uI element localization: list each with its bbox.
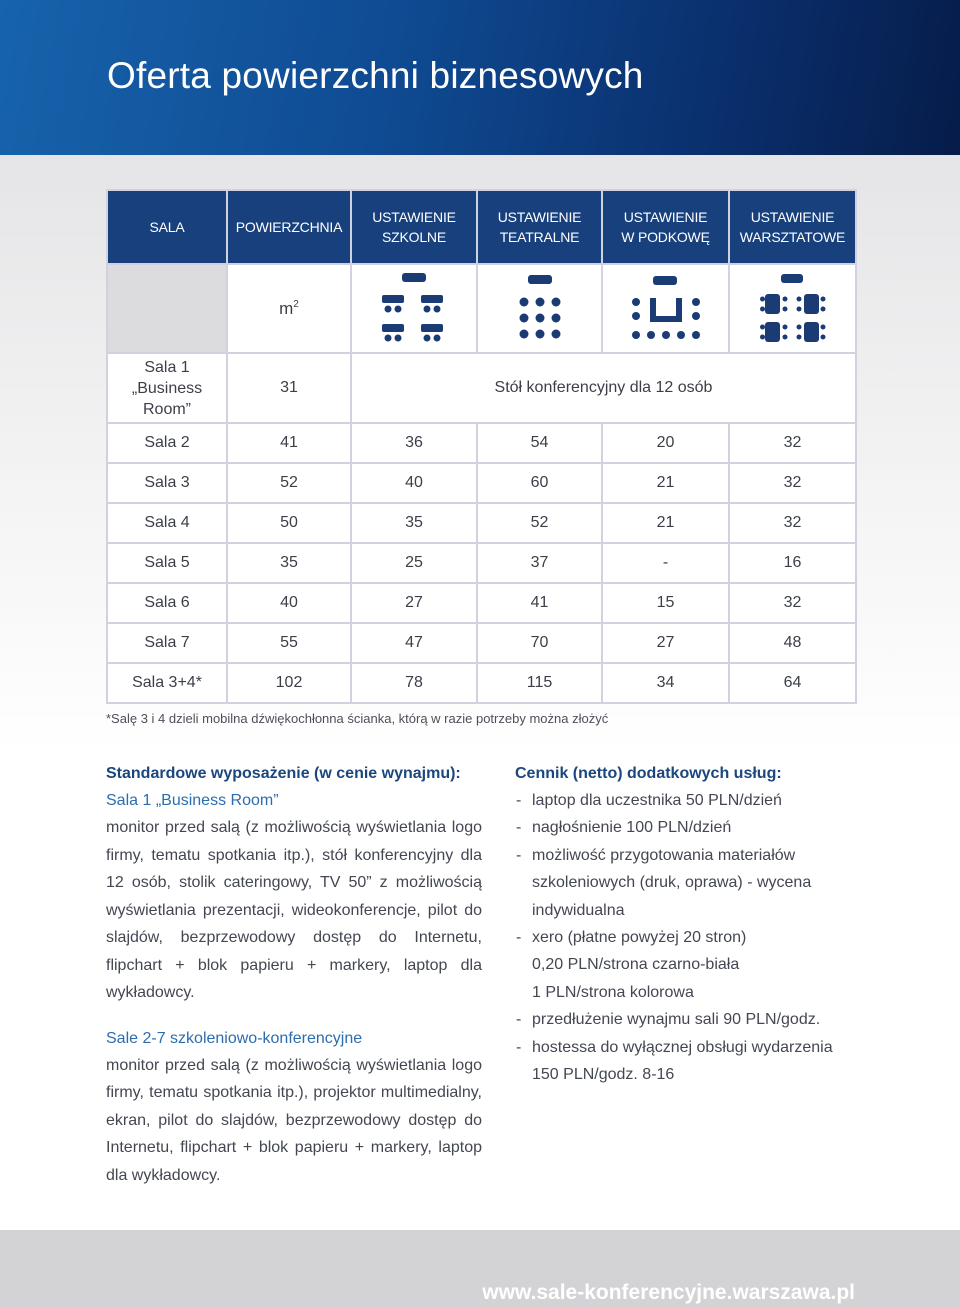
room-workshop: 32 xyxy=(729,583,856,623)
room-workshop: 16 xyxy=(729,543,856,583)
blank-cell xyxy=(107,264,227,353)
room-theater: 54 xyxy=(477,423,602,463)
room-theater: 52 xyxy=(477,503,602,543)
table-row xyxy=(107,583,856,623)
room-name: Sala 5 xyxy=(107,543,227,583)
room-ushape: 21 xyxy=(602,463,729,503)
room-ushape: 15 xyxy=(602,583,729,623)
room-school: 40 xyxy=(351,463,477,503)
room-theater: 60 xyxy=(477,463,602,503)
table-row xyxy=(107,663,856,703)
table-row xyxy=(107,463,856,503)
room-name: Sala 3+4* xyxy=(107,663,227,703)
room-name: Sala 4 xyxy=(107,503,227,543)
room-workshop: 32 xyxy=(729,463,856,503)
list-item: - xero (płatne powyżej 20 stron) 0,20 PLN/strona czarno-biała 1 PLN/strona kolorowa xyxy=(516,929,747,1001)
room-school: 27 xyxy=(351,583,477,623)
room-note: Stół konferencyjny dla 12 osób xyxy=(351,353,856,423)
room-area: 50 xyxy=(227,503,351,543)
table-header-row xyxy=(107,190,856,264)
equipment-title: Standardowe wyposażenie (w cenie wynajmu): xyxy=(106,765,461,782)
room-area: 35 xyxy=(227,543,351,583)
room-workshop: 32 xyxy=(729,423,856,463)
rooms-table xyxy=(106,189,857,704)
header-warsztatowe: USTAWIENIE WARSZTATOWE xyxy=(729,190,856,264)
table-row xyxy=(107,353,856,423)
room-area: 31 xyxy=(227,353,351,423)
room-school: 47 xyxy=(351,623,477,663)
table-footnote: *Salę 3 i 4 dzieli mobilna dźwiękochłonna ścianka, którą w razie potrzeby można złożyć xyxy=(106,711,609,726)
classroom-layout-icon xyxy=(351,264,477,353)
pricing-title: Cennik (netto) dodatkowych usług: xyxy=(515,765,782,782)
room-area: 102 xyxy=(227,663,351,703)
room-area: 52 xyxy=(227,463,351,503)
table-row xyxy=(107,543,856,583)
unit-label: $m^2$ xyxy=(279,298,299,318)
room-workshop: 64 xyxy=(729,663,856,703)
equipment-text: monitor przed salą (z możliwością wyświetlania logo firmy, tematu spotkania itp.), stół konferencyjny dla 12 osób, stolik cateringowy, TV 50” z możliwością wyświetlania prezentacji, wideokonferencje, pilot do slajdów, bezprzewodowy dostęp do Internetu, flipchart + blok papieru + markery, laptop dla wykładowcy. xyxy=(106,819,482,1001)
room-school: 78 xyxy=(351,663,477,703)
header-podkowa: USTAWIENIE W PODKOWĘ xyxy=(602,190,729,264)
equipment-subtitle: Sala 1 „Business Room” xyxy=(106,792,279,809)
footer-bar xyxy=(0,1230,960,1307)
room-name: Sala 1 „Business Room” xyxy=(107,353,227,423)
table-icon-row xyxy=(107,264,856,353)
header-banner xyxy=(0,0,960,155)
room-ushape: 34 xyxy=(602,663,729,703)
room-name: Sala 3 xyxy=(107,463,227,503)
equipment-subtitle: Sale 2-7 szkoleniowo-konferencyjne xyxy=(106,1029,363,1047)
list-item: - możliwość przygotowania materiałów szkoleniowych (druk, oprawa) - wycena indywidualna xyxy=(516,846,812,919)
pricing-section xyxy=(515,761,875,1088)
room-school: 36 xyxy=(351,423,477,463)
room-ushape: 20 xyxy=(602,423,729,463)
room-name: Sala 6 xyxy=(107,583,227,623)
room-theater: 41 xyxy=(477,583,602,623)
table-row xyxy=(107,503,856,543)
room-workshop: 48 xyxy=(729,623,856,663)
header-teatralne: USTAWIENIE TEATRALNE xyxy=(477,190,602,264)
equipment-section xyxy=(106,761,482,1189)
room-area: 55 xyxy=(227,623,351,663)
page-title: Oferta powierzchni biznesowych xyxy=(107,55,644,96)
room-theater: 70 xyxy=(477,623,602,663)
equipment-text: monitor przed salą (z możliwością wyświetlania logo firmy, tematu spotkania itp.), projektor multimedialny, ekran, pilot do slajdów, bezprzewodowy dostęp do Internetu, flipchart + blok papieru + markery, laptop dla wykładowcy. xyxy=(106,1056,482,1184)
table-row xyxy=(107,623,856,663)
room-area: 40 xyxy=(227,583,351,623)
table-row xyxy=(107,423,856,463)
header-powierzchnia: POWIERZCHNIA xyxy=(227,190,351,264)
theater-layout-icon xyxy=(477,264,602,353)
room-name: Sala 7 xyxy=(107,623,227,663)
u-shape-layout-icon xyxy=(602,264,729,353)
room-name: Sala 2 xyxy=(107,423,227,463)
room-ushape: 21 xyxy=(602,503,729,543)
unit-cell xyxy=(227,264,351,353)
workshop-layout-icon xyxy=(729,264,856,353)
room-theater: 37 xyxy=(477,543,602,583)
room-school: 35 xyxy=(351,503,477,543)
room-school: 25 xyxy=(351,543,477,583)
list-item: - przedłużenie wynajmu sali 90 PLN/godz. xyxy=(516,1011,821,1029)
room-ushape: - xyxy=(602,543,729,583)
list-item: - laptop dla uczestnika 50 PLN/dzień xyxy=(516,792,782,809)
list-item: - hostessa do wyłącznej obsługi wydarzenia 150 PLN/godz. 8-16 xyxy=(516,1038,833,1084)
header-sala: SALA xyxy=(107,190,227,264)
room-area: 41 xyxy=(227,423,351,463)
room-workshop: 32 xyxy=(729,503,856,543)
room-ushape: 27 xyxy=(602,623,729,663)
room-theater: 115 xyxy=(477,663,602,703)
header-szkolne: USTAWIENIE SZKOLNE xyxy=(351,190,477,264)
website-link[interactable]: www.sale-konferencyjne.warszawa.pl xyxy=(482,1281,855,1304)
list-item: - nagłośnienie 100 PLN/dzień xyxy=(516,819,732,837)
pricing-list xyxy=(515,787,875,1088)
